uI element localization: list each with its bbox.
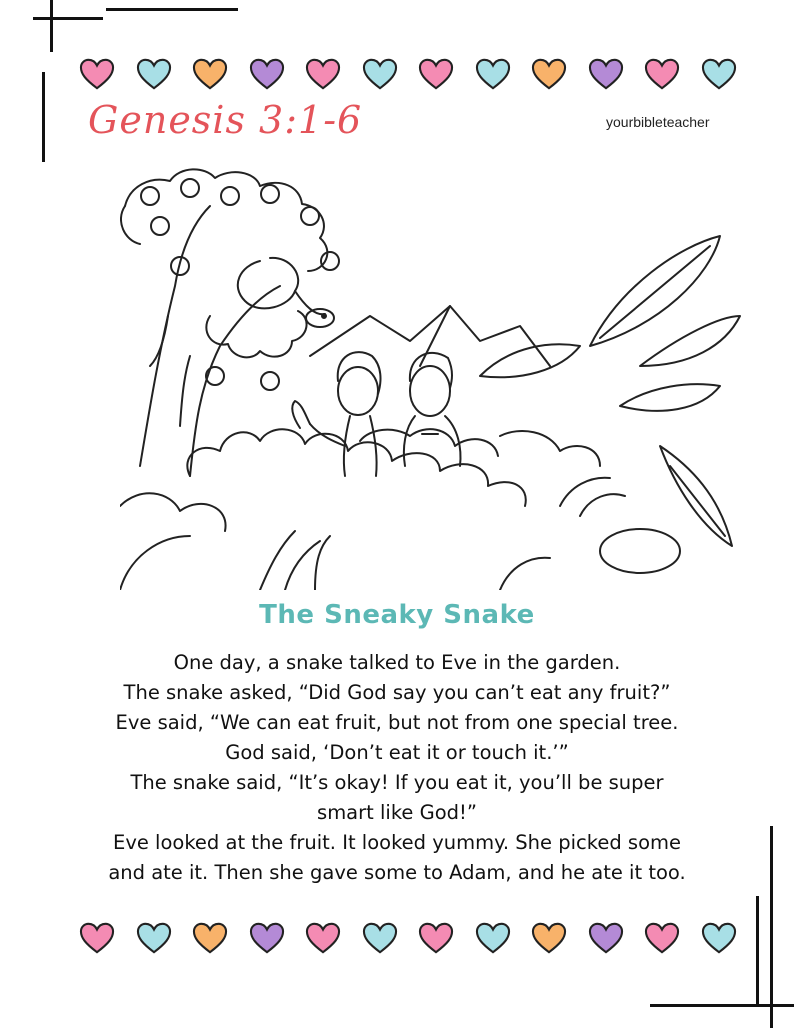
pink-heart-icon — [304, 57, 342, 91]
hearts-row-top — [78, 54, 738, 94]
leaves-art — [480, 236, 740, 546]
corner-line-bottom-right-vertical-2 — [756, 896, 759, 1006]
corner-line-bottom-right-vertical — [770, 826, 773, 1028]
story-line: One day, a snake talked to Eve in the garden. — [173, 651, 621, 674]
brand-name: yourbibleteacher — [606, 114, 710, 130]
pink-heart-icon — [78, 921, 116, 955]
corner-line-top-horizontal — [33, 17, 103, 20]
pink-heart-icon — [643, 921, 681, 955]
adam-figure-art — [404, 353, 461, 466]
story-line: and ate it. Then she gave some to Adam, and he ate it too. — [108, 861, 686, 884]
hearts-row-bottom — [78, 918, 738, 958]
corner-line-left-vertical — [42, 72, 45, 162]
story-line: smart like God!” — [317, 801, 477, 824]
story-title: The Sneaky Snake — [259, 600, 535, 630]
pink-heart-icon — [417, 921, 455, 955]
corner-line-bottom-right-horizontal — [650, 1004, 794, 1007]
blue-heart-icon — [135, 57, 173, 91]
blue-heart-icon — [474, 921, 512, 955]
corner-line-top-horizontal-2 — [106, 8, 238, 11]
pink-heart-icon — [78, 57, 116, 91]
orange-heart-icon — [530, 921, 568, 955]
story-line: The snake said, “It’s okay! If you eat it, you’ll be super — [130, 771, 664, 794]
orange-heart-icon — [191, 57, 229, 91]
blue-heart-icon — [700, 57, 738, 91]
story-line: The snake asked, “Did God say you can’t eat any fruit?” — [123, 681, 671, 704]
blue-heart-icon — [361, 57, 399, 91]
story-line: God said, ‘Don’t eat it or touch it.’” — [225, 741, 569, 764]
story-line: Eve said, “We can eat fruit, but not from one special tree. — [115, 711, 679, 734]
blue-heart-icon — [474, 57, 512, 91]
blue-heart-icon — [700, 921, 738, 955]
eve-figure-art — [292, 352, 380, 476]
purple-heart-icon — [587, 921, 625, 955]
garden-illustration — [120, 166, 744, 590]
pink-heart-icon — [643, 57, 681, 91]
orange-heart-icon — [191, 921, 229, 955]
pink-heart-icon — [304, 921, 342, 955]
corner-line-top-vertical — [50, 0, 53, 52]
tree-trunk-art — [140, 206, 280, 476]
story-text — [40, 648, 754, 888]
blue-heart-icon — [361, 921, 399, 955]
fruits-art — [141, 179, 339, 390]
purple-heart-icon — [587, 57, 625, 91]
scripture-title: Genesis 3:1-6 — [88, 98, 363, 142]
purple-heart-icon — [248, 57, 286, 91]
tree-canopy-art — [121, 169, 327, 357]
purple-heart-icon — [248, 921, 286, 955]
ground-plants-art — [260, 478, 680, 590]
orange-heart-icon — [530, 57, 568, 91]
story-line: Eve looked at the fruit. It looked yummy. She picked some — [113, 831, 681, 854]
blue-heart-icon — [135, 921, 173, 955]
bushes-art — [120, 429, 600, 590]
pink-heart-icon — [417, 57, 455, 91]
